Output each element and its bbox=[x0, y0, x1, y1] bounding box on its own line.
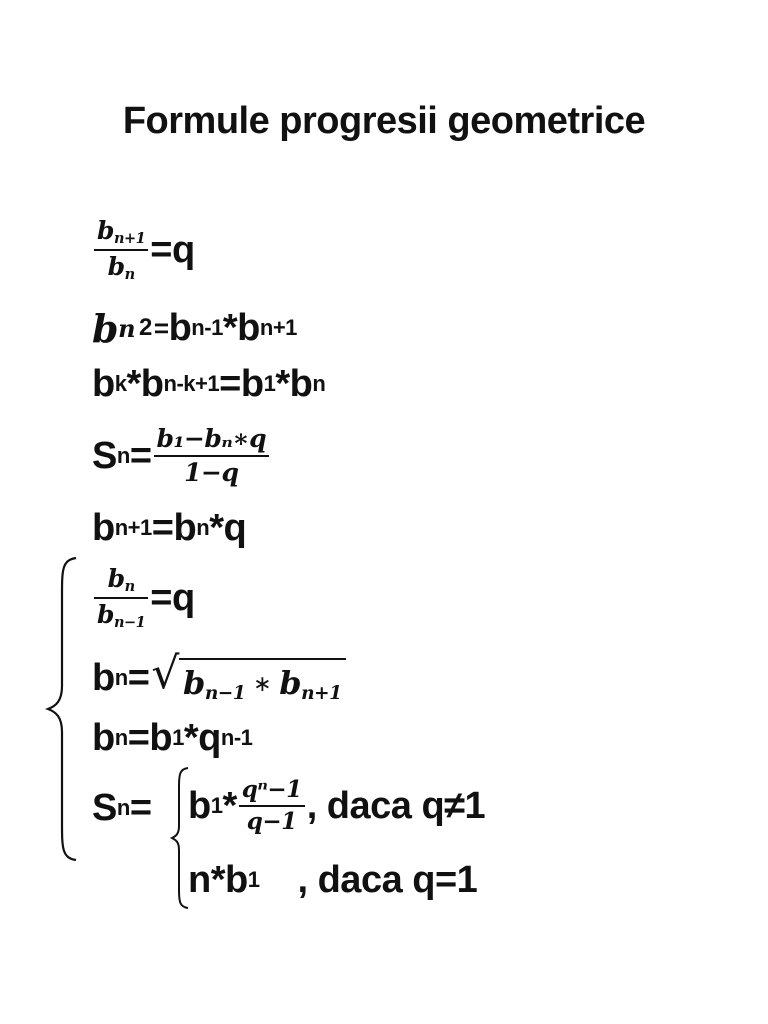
formula-general-term: b n = b 1 * q n-1 bbox=[92, 716, 253, 759]
sqrt-icon: √ bbox=[151, 647, 179, 699]
formula-sqrt: b n = √ $b_{n-1}$ ∗ $b_{n+1}$ bbox=[92, 650, 346, 706]
fraction: $\frac{\text{b₁−bₙ∗q}}{1-q}$ bbox=[154, 426, 270, 487]
formula-ratio-prev: $\frac{b_n}{b_{n-1}}$ =q bbox=[92, 570, 195, 626]
fraction: $\frac{\text{qⁿ−1}}{q-1}$ bbox=[239, 778, 305, 834]
case-brace-icon bbox=[170, 766, 190, 910]
formula-ratio: $\frac{b_{n+1}}{b_n}$ =q bbox=[92, 222, 195, 278]
formula-sum-piecewise: S n = bbox=[92, 786, 152, 829]
fraction: $\frac{b_n}{b_{n-1}}$ bbox=[94, 566, 148, 631]
sqrt-expression: √ $b_{n-1}$ ∗ $b_{n+1}$ bbox=[151, 652, 345, 704]
left-brace-icon bbox=[42, 556, 82, 862]
page-title: Formule progresii geometrice bbox=[122, 100, 646, 142]
formula-sum: S n = $\frac{\text{b₁−bₙ∗q}}{1-q}$ bbox=[92, 428, 271, 484]
case-q-not-one: b 1 * $\frac{\text{qⁿ−1}}{q-1}$ , daca q≠1 bbox=[188, 775, 486, 835]
case-q-equals-one: n*b 1 , daca q=1 bbox=[188, 858, 478, 901]
fraction: $\frac{b_{n+1}}{b_n}$ bbox=[94, 218, 148, 283]
formula-symmetric: b k * b n-k+1 = b 1 * b n bbox=[92, 362, 326, 405]
formula-square: b n 2 = b n-1 * b n+1 bbox=[92, 305, 297, 351]
formula-recurrence: b n+1 = b n *q bbox=[92, 506, 247, 549]
